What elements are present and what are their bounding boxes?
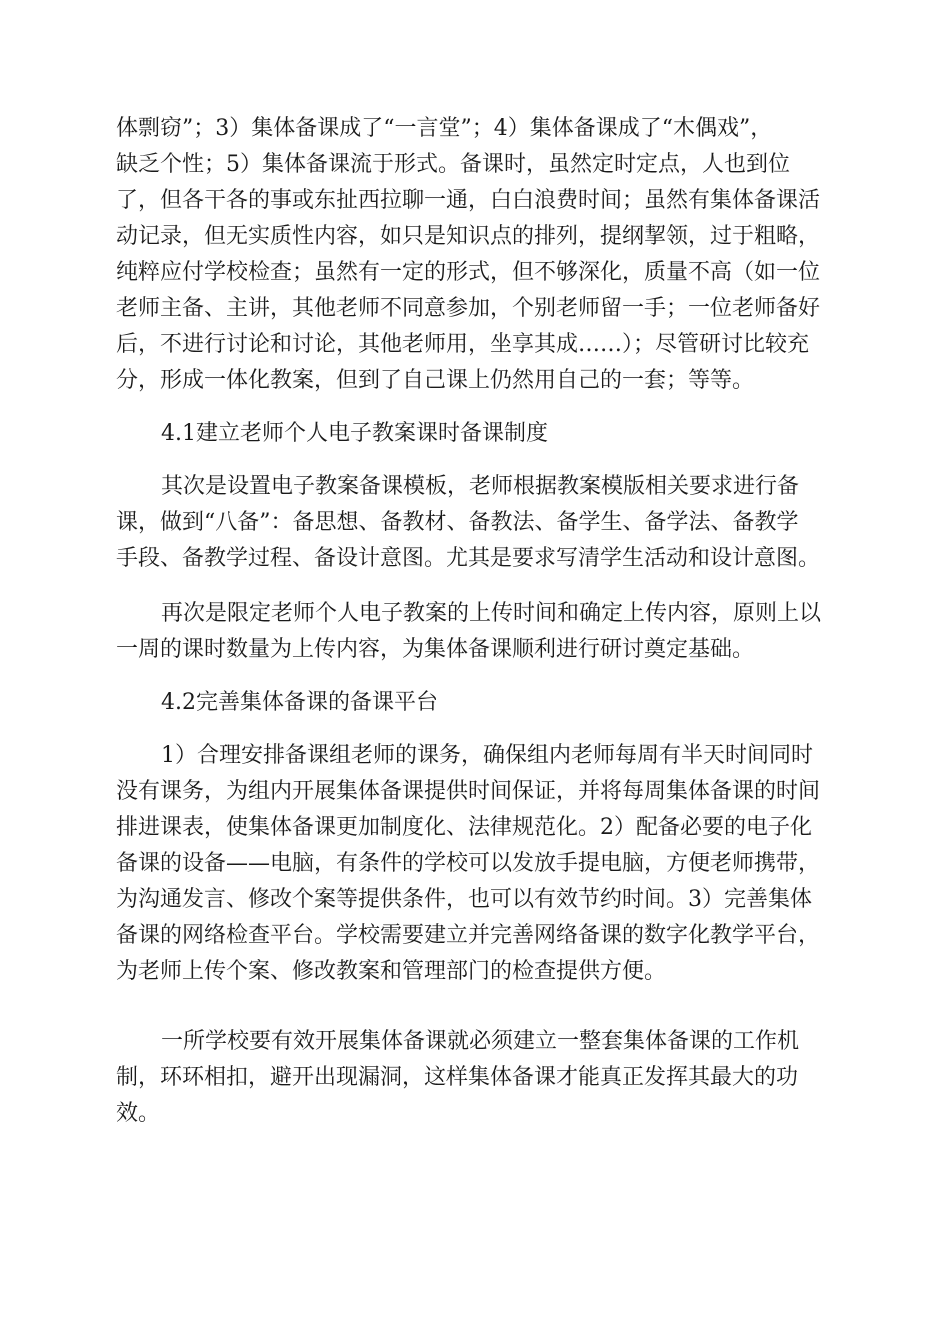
paragraph-line: 备课的网络检查平台。学校需要建立并完善网络备课的数字化教学平台， — [116, 923, 821, 948]
paragraph-line: 再次是限定老师个人电子教案的上传时间和确定上传内容，原则上以 — [161, 601, 822, 626]
paragraph-line: 效。 — [116, 1101, 161, 1126]
paragraph-line: 后，不进行讨论和讨论，其他老师用，坐享其成……）；尽管研讨比较充 — [116, 332, 810, 357]
paragraph-line: 体剽窃”；3）集体备课成了“一言堂”；4）集体备课成了“木偶戏”， — [116, 116, 773, 141]
section-heading: 4.1建立老师个人电子教案课时备课制度 — [161, 421, 548, 446]
paragraph-line: 1）合理安排备课组老师的课务，确保组内老师每周有半天时间同时 — [161, 743, 813, 768]
paragraph-line: 了，但各干各的事或东扯西拉聊一通，白白浪费时间；虽然有集体备课活 — [116, 188, 821, 213]
paragraph-line: 没有课务，为组内开展集体备课提供时间保证，并将每周集体备课的时间 — [116, 779, 821, 804]
paragraph-line: 动记录，但无实质性内容，如只是知识点的排列，提纲挈领，过于粗略， — [116, 224, 821, 249]
paragraph-line: 老师主备、主讲，其他老师不同意参加，个别老师留一手；一位老师备好 — [116, 296, 821, 321]
paragraph-line: 手段、备教学过程、备设计意图。尤其是要求写清学生活动和设计意图。 — [116, 546, 821, 571]
paragraph-line: 纯粹应付学校检查；虽然有一定的形式，但不够深化，质量不高（如一位 — [116, 260, 821, 285]
paragraph-line: 备课的设备——电脑，有条件的学校可以发放手提电脑，方便老师携带， — [116, 851, 821, 876]
paragraph-line: 课，做到“八备”：备思想、备教材、备教法、备学生、备学法、备教学 — [116, 510, 799, 535]
paragraph-line: 排进课表，使集体备课更加制度化、法律规范化。2）配备必要的电子化 — [116, 815, 812, 840]
paragraph-line: 为老师上传个案、修改教案和管理部门的检查提供方便。 — [116, 959, 667, 984]
paragraph-line: 一所学校要有效开展集体备课就必须建立一整套集体备课的工作机 — [161, 1029, 800, 1054]
paragraph-line: 一周的课时数量为上传内容，为集体备课顺利进行研讨奠定基础。 — [116, 637, 755, 662]
paragraph-line: 为沟通发言、修改个案等提供条件，也可以有效节约时间。3）完善集体 — [116, 887, 812, 912]
section-heading: 4.2完善集体备课的备课平台 — [161, 690, 438, 715]
paragraph-line: 其次是设置电子教案备课模板，老师根据教案模版相关要求进行备 — [161, 474, 800, 499]
paragraph-line: 缺乏个性；5）集体备课流于形式。备课时，虽然定时定点，人也到位 — [116, 152, 790, 177]
paragraph-line: 分，形成一体化教案，但到了自己课上仍然用自己的一套；等等。 — [116, 368, 755, 393]
paragraph-line: 制，环环相扣，避开出现漏洞，这样集体备课才能真正发挥其最大的功 — [116, 1065, 799, 1090]
